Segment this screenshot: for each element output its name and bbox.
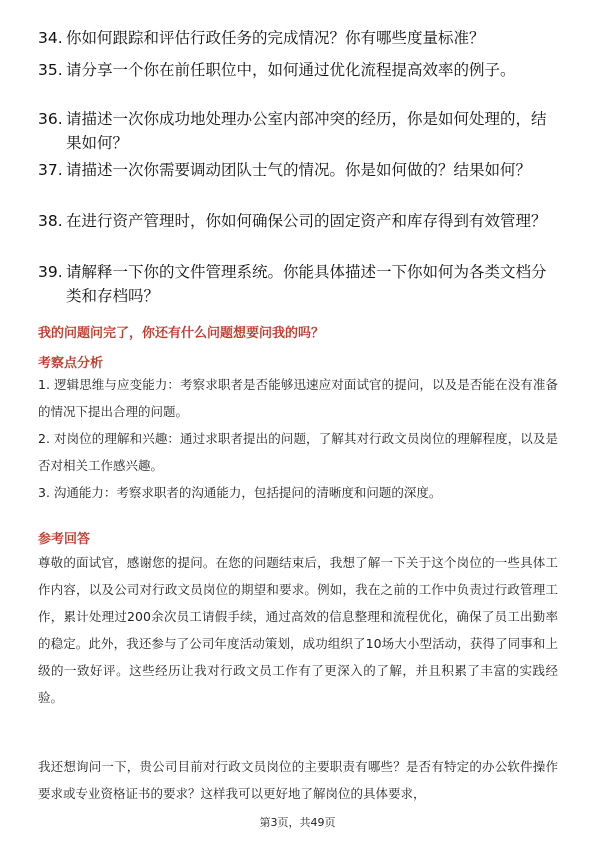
question-text: 请描述一次你需要调动团队士气的情况。你是如何做的？结果如何？ bbox=[66, 161, 532, 179]
question-text: 你如何跟踪和评估行政任务的完成情况？你有哪些度量标准？ bbox=[66, 29, 485, 47]
page-footer: 第3页，共49页 bbox=[259, 816, 336, 829]
question-item bbox=[38, 107, 558, 155]
question-text: 请解释一下你的文件管理系统。你能具体描述一下你如何为各类文档分类和存档吗？ bbox=[66, 263, 547, 305]
question-item bbox=[38, 260, 558, 308]
question-text: 在进行资产管理时，你如何确保公司的固定资产和库存得到有效管理？ bbox=[66, 212, 547, 230]
question-item bbox=[38, 209, 558, 233]
question-number: 36. bbox=[38, 110, 63, 128]
reference-heading: 参考回答 bbox=[38, 532, 91, 547]
analysis-point: 2. 对岗位的理解和兴趣：通过求职者提出的问题，了解其对行政文员岗位的理解程度，以及是否对相关工作感兴趣。 bbox=[38, 431, 558, 473]
reference-paragraph: 尊敬的面试官，感谢您的提问。在您的问题结束后，我想了解一下关于这个岗位的一些具体工作内容，以及公司对行政文员岗位的期望和要求。例如，我在之前的工作中负责过行政管理工作，累计处理过200余次员工请假手续，通过高效的信息整理和流程优化，确保了员工出勤率的稳定。此外，我还参与了公司年度活动策划，成功组织了10场大小型活动，获得了同事和上级的一致好评。这些经历让我对行政文员工作有了更深入的了解，并且积累了丰富的实践经验。 bbox=[38, 555, 558, 705]
analysis-heading: 考察点分析 bbox=[38, 356, 104, 371]
question-number: 38. bbox=[38, 212, 63, 230]
question-text: 请分享一个你在前任职位中，如何通过优化流程提高效率的例子。 bbox=[66, 61, 516, 79]
question-number: 35. bbox=[38, 61, 63, 79]
final-question-heading: 我的问题问完了，你还有什么问题想要问我的吗？ bbox=[38, 326, 325, 341]
analysis-point: 1. 逻辑思维与应变能力：考察求职者是否能够迅速应对面试官的提问，以及是否能在没有准备的情况下提出合理的问题。 bbox=[38, 377, 558, 419]
question-item bbox=[38, 26, 558, 50]
question-number: 39. bbox=[38, 263, 63, 281]
question-item bbox=[38, 58, 558, 82]
analysis-point: 3. 沟通能力：考察求职者的沟通能力，包括提问的清晰度和问题的深度。 bbox=[38, 485, 442, 500]
question-item bbox=[38, 158, 558, 182]
reference-paragraph: 我还想询问一下，贵公司目前对行政文员岗位的主要职责有哪些？是否有特定的办公软件操作要求或专业资格证书的要求？这样我可以更好地了解岗位的具体要求， bbox=[38, 759, 558, 801]
question-number: 34. bbox=[38, 29, 63, 47]
question-text: 请描述一次你成功地处理办公室内部冲突的经历，你是如何处理的，结果如何？ bbox=[66, 110, 547, 152]
question-number: 37. bbox=[38, 161, 63, 179]
